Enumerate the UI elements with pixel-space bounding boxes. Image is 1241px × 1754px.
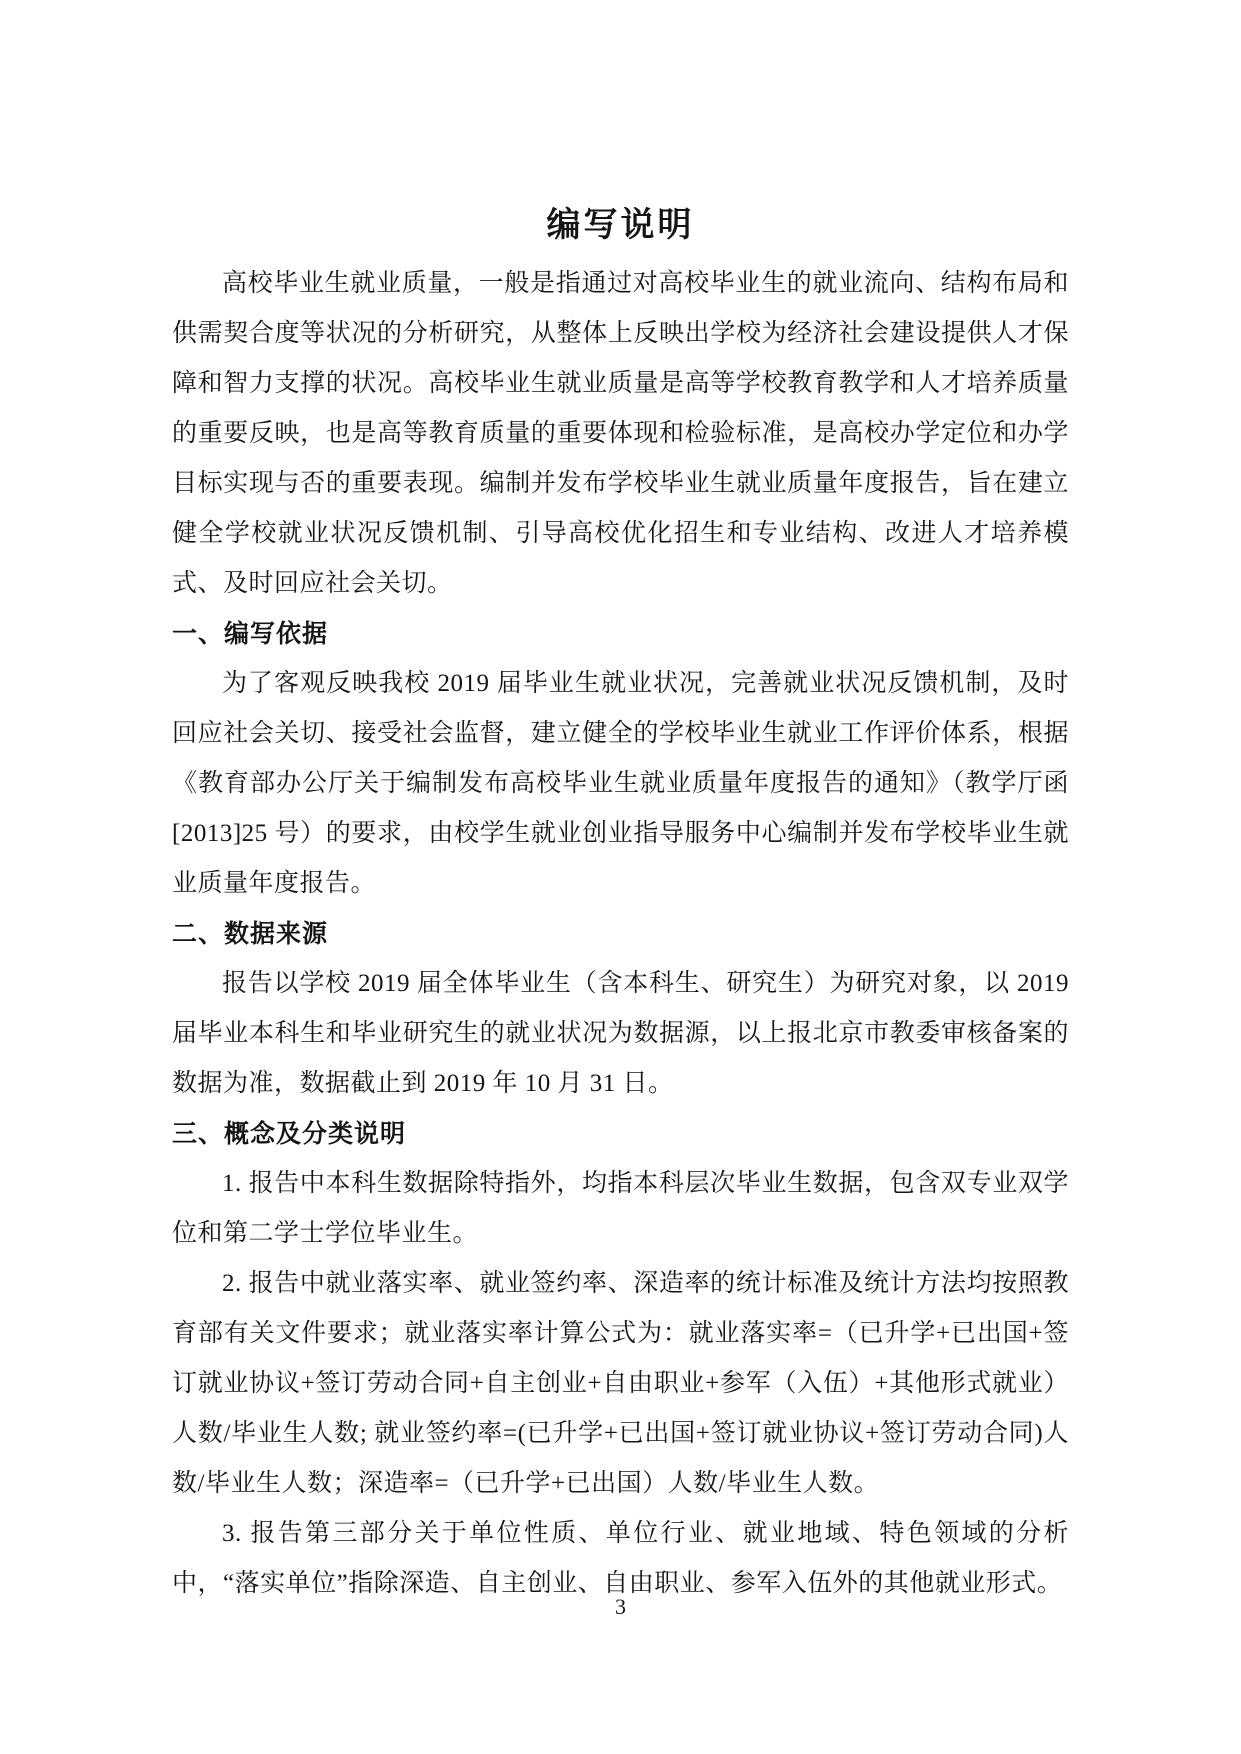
section-3-item-2: 2. 报告中就业落实率、就业签约率、深造率的统计标准及统计方法均按照教育部有关文件要求；就业落实率计算公式为：就业落实率=（已升学+已出国+签订就业协议+签订劳动合同+自主创业+自由职业+参军（入伍）+其他形式就业）人数/毕业生人数; 就业签约率=(已升学+已出国+签订就业协议+签订劳动合同)人数/毕业生人数；深造率=（已升学+已出国）人数/毕业生人数。: [172, 1270, 1069, 1497]
section-1-paragraph: 为了客观反映我校 2019 届毕业生就业状况，完善就业状况反馈机制，及时回应社会关切、接受社会监督，建立健全的学校毕业生就业工作评价体系，根据《教育部办公厅关于编制发布高校毕业生就业质量年度报告的通知》（教学厅函[2013]25 号）的要求，由校学生就业创业指导服务中心编制并发布学校毕业生就业质量年度报告。: [172, 670, 1069, 897]
page-title: 编写说明: [546, 206, 695, 244]
intro-paragraph: 高校毕业生就业质量，一般是指通过对高校毕业生的就业流向、结构布局和供需契合度等状况的分析研究，从整体上反映出学校为经济社会建设提供人才保障和智力支撑的状况。高校毕业生就业质量是高等学校教育教学和人才培养质量的重要反映，也是高等教育质量的重要体现和检验标准，是高校办学定位和办学目标实现与否的重要表现。编制并发布学校毕业生就业质量年度报告，旨在建立健全学校就业状况反馈机制、引导高校优化招生和专业结构、改进人才培养模式、及时回应社会关切。: [172, 270, 1069, 597]
section-2-heading: 二、数据来源: [172, 920, 329, 948]
section-3-item-1: 1. 报告中本科生数据除特指外，均指本科层次毕业生数据，包含双专业双学位和第二学士学位毕业生。: [172, 1170, 1069, 1247]
section-2-paragraph: 报告以学校 2019 届全体毕业生（含本科生、研究生）为研究对象，以 2019 届毕业本科生和毕业研究生的就业状况为数据源，以上报北京市教委审核备案的数据为准，数据截止到 2019 年 10 月 31 日。: [172, 970, 1069, 1097]
section-1-heading: 一、编写依据: [172, 620, 329, 648]
section-3-item-3: 3. 报告第三部分关于单位性质、单位行业、就业地域、特色领域的分析中，“落实单位”指除深造、自主创业、自由职业、参军入伍外的其他就业形式。: [172, 1520, 1069, 1597]
section-3-heading: 三、概念及分类说明: [172, 1120, 407, 1148]
page-number: 3: [615, 1594, 626, 1619]
